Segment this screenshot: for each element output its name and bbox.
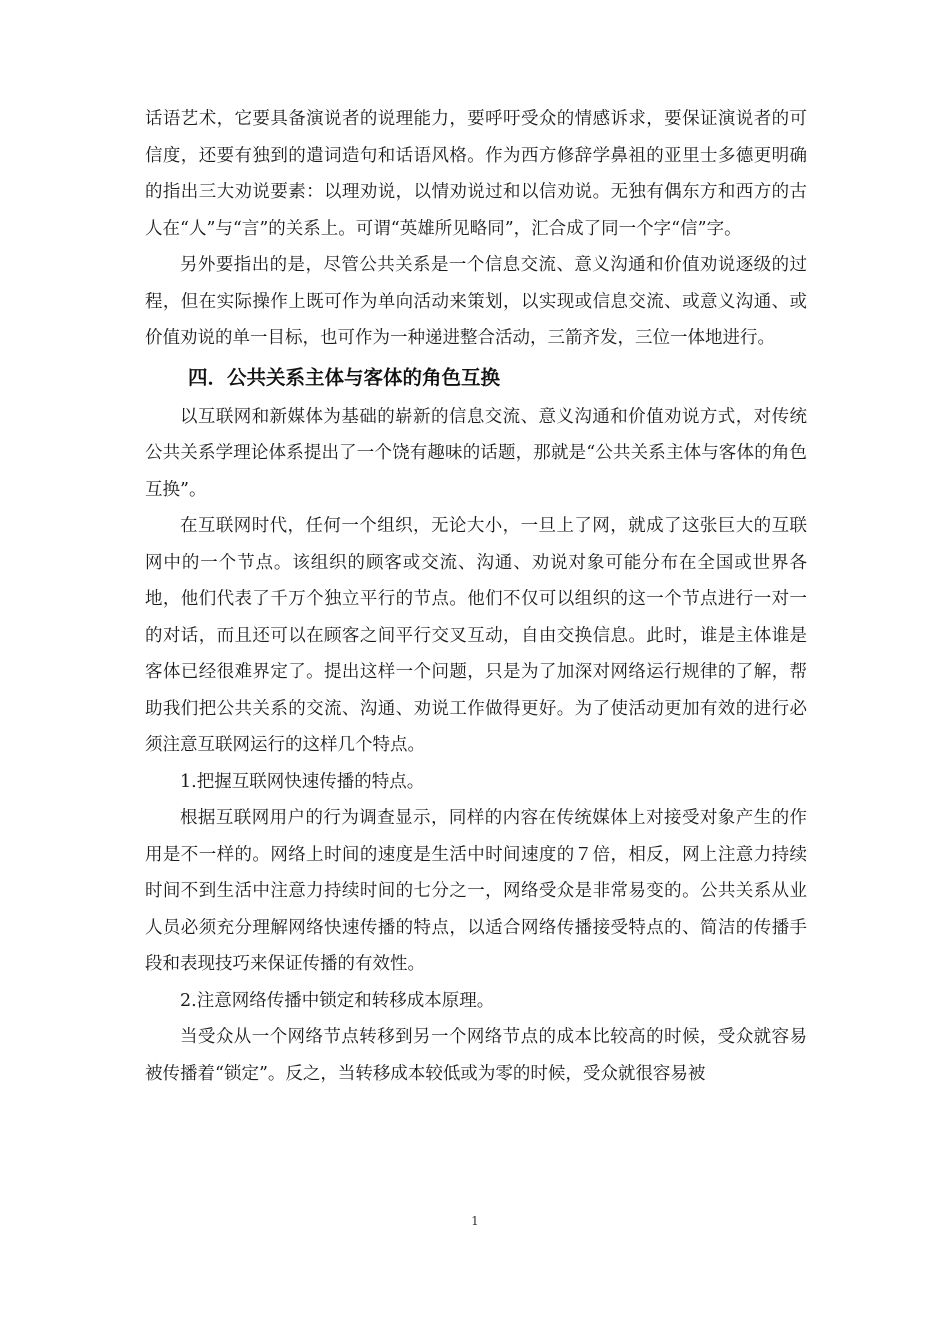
page-number: 1	[471, 1214, 479, 1228]
paragraph: 根据互联网用户的行为调查显示，同样的内容在传统媒体上对接受对象产生的作用是不一样的。网络上时间的速度是生活中时间速度的７倍，相反，网上注意力持续时间不到生活中注意力持续时间的七分之一，网络受众是非常易变的。公共关系从业人员必须充分理解网络快速传播的特点，以适合网络传播接受特点的、简洁的传播手段和表现技巧来保证传播的有效性。	[145, 808, 807, 974]
paragraph: 另外要指出的是，尽管公共关系是一个信息交流、意义沟通和价值劝说逐级的过程，但在实际操作上既可作为单向活动来策划，以实现或信息交流、或意义沟通、或价值劝说的单一目标，也可作为一种递进整合活动，三箭齐发，三位一体地进行。	[145, 255, 807, 348]
paragraph-continued: 话语艺术，它要具备演说者的说理能力，要呼吁受众的情感诉求，要保证演说者的可信度，还要有独到的遣词造句和话语风格。作为西方修辞学鼻祖的亚里士多德更明确的指出三大劝说要素：以理劝说，以情劝说过和以信劝说。无独有偶东方和西方的古人在“人”与“言”的关系上。可谓“英雄所见略同”，汇合成了同一个字“信”字。	[145, 109, 807, 239]
paragraph: 当受众从一个网络节点转移到另一个网络节点的成本比较高的时候，受众就容易被传播着“锁定”。反之，当转移成本较低或为零的时候，受众就很容易被	[145, 1027, 807, 1084]
numbered-subheading: 1.把握互联网快速传播的特点。	[180, 771, 425, 792]
numbered-subheading: 2.注意网络传播中锁定和转移成本原理。	[180, 990, 495, 1011]
section-heading: 四．公共关系主体与客体的角色互换	[188, 365, 501, 389]
paragraph: 在互联网时代，任何一个组织，无论大小，一旦上了网，就成了这张巨大的互联网中的一个节点。该组织的顾客或交流、沟通、劝说对象可能分布在全国或世界各地，他们代表了千万个独立平行的节点。他们不仅可以组织的这一个节点进行一对一的对话，而且还可以在顾客之间平行交叉互动，自由交换信息。此时，谁是主体谁是客体已经很难界定了。提出这样一个问题，只是为了加深对网络运行规律的了解，帮助我们把公共关系的交流、沟通、劝说工作做得更好。为了使活动更加有效的进行必须注意互联网运行的这样几个特点。	[145, 516, 807, 755]
paragraph: 以互联网和新媒体为基础的崭新的信息交流、意义沟通和价值劝说方式，对传统公共关系学理论体系提出了一个饶有趣味的话题，那就是“公共关系主体与客体的角色互换”。	[145, 406, 807, 500]
page-body	[145, 101, 807, 1092]
